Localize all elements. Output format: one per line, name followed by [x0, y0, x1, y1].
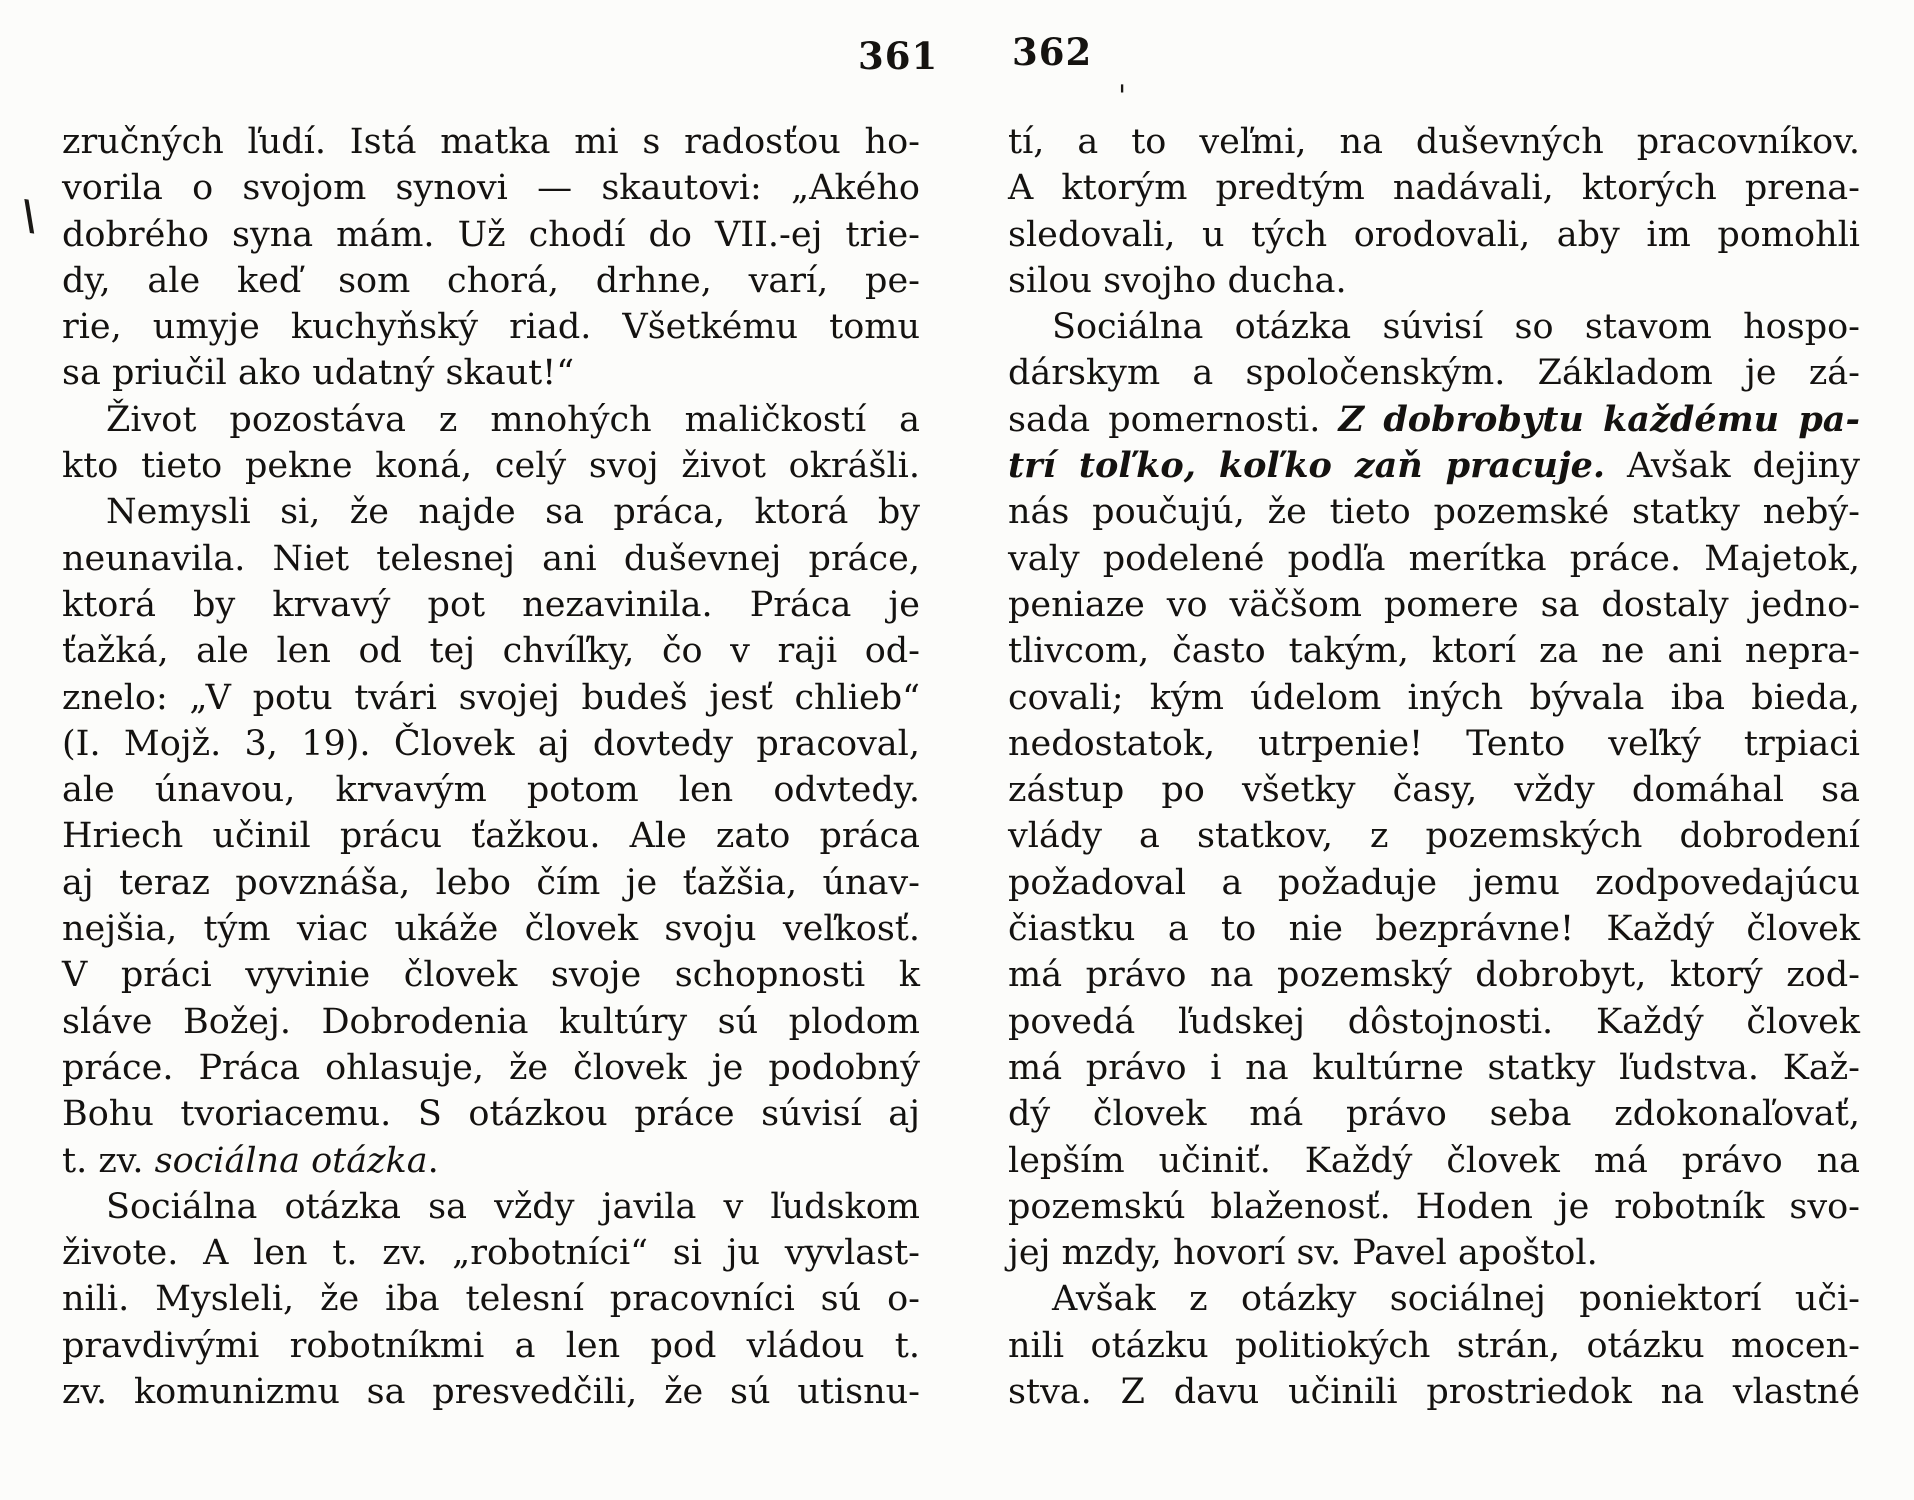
body-text: ktorá by krvavý pot nezavinila. Práca je — [62, 584, 920, 625]
text-line — [1008, 536, 1860, 582]
page-number-right: 362 — [1012, 30, 1093, 74]
text-line — [62, 675, 920, 721]
body-text: pravdivými robotníkmi a len pod vládou t. — [62, 1325, 920, 1366]
body-text: Avšak z otázky sociálnej poniektorí uči- — [1052, 1279, 1860, 1320]
emphasized-text: Z dobrobytu každému pa- — [1338, 398, 1860, 440]
text-line — [1008, 258, 1860, 304]
body-text: nili otázku politiokých strán, otázku mocen- — [1008, 1325, 1860, 1366]
text-line — [1008, 489, 1860, 535]
body-text: Sociálna otázka sa vždy javila v ľudskom — [106, 1186, 920, 1227]
text-line — [62, 628, 920, 674]
body-text: (I. Mojž. 3, 19). Človek aj dovtedy pracoval, — [62, 723, 920, 764]
body-text: Nemysli si, že najde sa práca, ktorá by — [106, 492, 920, 533]
text-line — [1008, 1138, 1860, 1184]
text-line — [1008, 628, 1860, 674]
text-line — [62, 536, 920, 582]
text-line — [1008, 952, 1860, 998]
body-text: jej mzdy, hovorí sv. Pavel apoštol. — [1008, 1233, 1598, 1274]
body-text: sledovali, u tých orodovali, aby im pomohli — [1008, 214, 1860, 255]
body-text: aj teraz povznáša, lebo čím je ťažšia, únav- — [62, 862, 920, 903]
text-line — [1008, 212, 1860, 258]
body-text: kto tieto pekne koná, celý svoj život okrášli. — [62, 446, 920, 487]
body-text: sada pomernosti. — [1008, 399, 1339, 440]
text-line — [62, 767, 920, 813]
text-line — [1008, 1091, 1860, 1137]
text-line — [1008, 350, 1860, 396]
body-text: ale únavou, krvavým potom len odvtedy. — [62, 770, 920, 811]
text-line — [1008, 1369, 1860, 1415]
text-line — [1008, 1276, 1860, 1322]
body-text: A ktorým predtým nadávali, ktorých prena- — [1008, 168, 1860, 209]
text-line — [62, 443, 920, 489]
text-line — [62, 304, 920, 350]
text-line — [62, 1230, 920, 1276]
text-line — [62, 1184, 920, 1230]
text-line — [1008, 119, 1860, 165]
text-line — [1008, 1184, 1860, 1230]
body-text: požadoval a požaduje jemu zodpovedajúcu — [1008, 862, 1860, 903]
text-line — [62, 860, 920, 906]
text-line — [62, 1045, 920, 1091]
text-line — [1008, 906, 1860, 952]
body-text: zv. komunizmu sa presvedčili, že sú utisnu- — [62, 1372, 920, 1413]
text-column-right — [1008, 119, 1860, 1415]
text-line — [62, 258, 920, 304]
text-line — [1008, 999, 1860, 1045]
body-text: . — [427, 1140, 439, 1181]
text-line — [62, 721, 920, 767]
body-text: zástup po všetky časy, vždy domáhal sa — [1008, 770, 1860, 811]
text-line — [1008, 1230, 1860, 1276]
text-line — [1008, 721, 1860, 767]
body-text: dy, ale keď som chorá, drhne, varí, pe- — [62, 260, 920, 301]
text-line — [1008, 582, 1860, 628]
body-text: dobrého syna mám. Už chodí do VII.-ej trie- — [62, 214, 920, 255]
text-line — [1008, 397, 1860, 443]
body-text: neunavila. Niet telesnej ani duševnej práce, — [62, 538, 920, 579]
body-text: nás poučujú, že tieto pozemské statky nebý- — [1008, 492, 1860, 533]
body-text: nejšia, tým viac ukáže človek svoju veľkosť. — [62, 909, 920, 950]
text-line — [1008, 1045, 1860, 1091]
body-text: V práci vyvinie človek svoje schopnosti k — [62, 955, 920, 996]
text-line — [62, 999, 920, 1045]
text-line — [62, 119, 920, 165]
emphasized-text: trí toľko, koľko zaň pracuje. — [1008, 445, 1606, 487]
body-text: Bohu tvoriacemu. S otázkou práce súvisí aj — [62, 1094, 920, 1135]
text-line — [62, 1276, 920, 1322]
body-text: Hriech učinil prácu ťažkou. Ale zato práca — [62, 816, 920, 857]
text-line — [62, 906, 920, 952]
text-line — [62, 212, 920, 258]
body-text: valy podelené podľa merítka práce. Majetok, — [1008, 538, 1860, 579]
body-text: dý človek má právo seba zdokonaľovať, — [1008, 1094, 1860, 1135]
body-text: nedostatok, utrpenie! Tento veľký trpiaci — [1008, 723, 1860, 764]
text-line — [1008, 1323, 1860, 1369]
body-text: lepším učiniť. Každý človek má právo na — [1008, 1140, 1860, 1181]
body-text: zručných ľudí. Istá matka mi s radosťou ho- — [62, 122, 920, 162]
body-text: sa priučil ako udatný skaut!“ — [62, 353, 575, 394]
body-text: povedá ľudskej dôstojnosti. Každý človek — [1008, 1001, 1860, 1042]
body-text: tí, a to veľmi, na duševných pracovníkov. — [1008, 122, 1860, 162]
text-line — [62, 1091, 920, 1137]
text-line — [1008, 767, 1860, 813]
body-text: vorila o svojom synovi — skautovi: „Akého — [62, 168, 920, 209]
text-line — [62, 489, 920, 535]
body-text: má právo i na kultúrne statky ľudstva. Kaž- — [1008, 1047, 1860, 1088]
body-text: má právo na pozemský dobrobyt, ktorý zod- — [1008, 955, 1860, 996]
text-line — [62, 1138, 920, 1184]
body-text: práce. Práca ohlasuje, že človek je podobný — [62, 1047, 920, 1088]
text-line — [62, 165, 920, 211]
page-number-left: 361 — [858, 34, 939, 78]
text-line — [1008, 860, 1860, 906]
body-text: živote. A len t. zv. „robotníci“ si ju vyvlast- — [62, 1233, 920, 1274]
body-text: sláve Božej. Dobrodenia kultúry sú plodom — [62, 1001, 920, 1042]
text-line — [62, 1323, 920, 1369]
body-text: tlivcom, často takým, ktorí za ne ani nepra- — [1008, 631, 1860, 672]
text-line — [62, 813, 920, 859]
scan-artifact-margin-stroke: \ — [18, 191, 40, 240]
body-text: dárskym a spoločenským. Základom je zá- — [1008, 353, 1860, 394]
body-text: pozemskú blaženosť. Hoden je robotník svo- — [1008, 1186, 1860, 1227]
body-text: covali; kým údelom iných bývala iba bieda, — [1008, 677, 1860, 718]
scan-artifact-tick-mark: ' — [1118, 79, 1127, 114]
body-text: stva. Z davu učinili prostriedok na vlastné — [1008, 1372, 1860, 1413]
text-line — [1008, 675, 1860, 721]
text-line — [1008, 813, 1860, 859]
text-line — [62, 582, 920, 628]
body-text: silou svojho ducha. — [1008, 260, 1347, 301]
text-line — [1008, 165, 1860, 211]
body-text: t. zv. — [62, 1140, 155, 1181]
text-line — [1008, 304, 1860, 350]
body-text: nili. Mysleli, že iba telesní pracovníci sú o- — [62, 1279, 920, 1320]
body-text: Sociálna otázka súvisí so stavom hospo- — [1052, 307, 1860, 348]
body-text: Avšak dejiny — [1605, 446, 1860, 487]
emphasized-text: sociálna otázka — [154, 1140, 428, 1181]
body-text: rie, umyje kuchyňský riad. Všetkému tomu — [62, 307, 920, 348]
text-line — [62, 1369, 920, 1415]
body-text: čiastku a to nie bezprávne! Každý človek — [1008, 909, 1860, 950]
text-line — [1008, 443, 1860, 489]
text-line — [62, 350, 920, 396]
body-text: znelo: „V potu tvári svojej budeš jesť chlieb“ — [62, 677, 920, 718]
body-text: peniaze vo väčšom pomere sa dostaly jedno- — [1008, 584, 1860, 625]
text-line — [62, 952, 920, 998]
text-column-left — [62, 119, 920, 1415]
body-text: Život pozostáva z mnohých maličkostí a — [106, 399, 920, 440]
body-text: vlády a statkov, z pozemských dobrodení — [1008, 816, 1860, 857]
text-line — [62, 397, 920, 443]
body-text: ťažká, ale len od tej chvíľky, čo v raji od- — [62, 631, 920, 672]
